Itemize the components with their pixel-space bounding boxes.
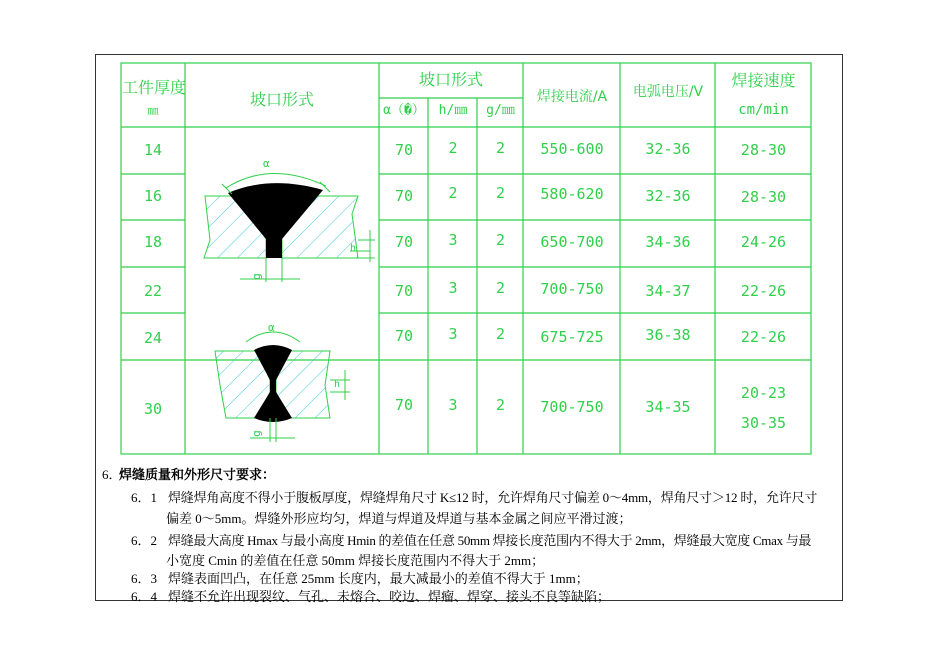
item-6-1-number: 6．1 [131, 490, 158, 505]
row5-g: 2 [495, 325, 506, 343]
diagram2-alpha-label: α [268, 321, 275, 334]
row6-thickness: 30 [143, 400, 163, 418]
item-6-2-number: 6．2 [131, 533, 158, 548]
row3-g: 2 [495, 231, 506, 249]
header-g: g/㎜ [486, 103, 515, 118]
row4-current: 700-750 [540, 280, 604, 298]
row3-alpha: 70 [394, 233, 414, 251]
row1-h: 2 [448, 139, 458, 157]
row2-alpha: 70 [394, 187, 414, 205]
header-groove-group: 坡口形式 [418, 70, 483, 89]
item-6-2-line1: 焊缝最大高度 Hmax 与最小高度 Hmin 的差值在任意 50mm 焊接长度范围内不得大于 2mm，焊缝最大宽度 Cmax 与最 [168, 533, 812, 548]
item-6-3-number: 6．3 [131, 571, 158, 586]
diagram1-h-label: h [350, 243, 357, 254]
section-title: 焊缝质量和外形尺寸要求： [119, 467, 276, 482]
row4-thickness: 22 [143, 282, 163, 300]
row1-thickness: 14 [143, 141, 163, 159]
row5-current: 675-725 [540, 328, 604, 346]
header-groove-form: 坡口形式 [249, 90, 314, 109]
row3-h: 3 [448, 231, 458, 249]
header-thickness: 工件厚度 [122, 78, 187, 97]
diagram2-g-label: g [249, 430, 263, 437]
header-speed-unit: cm/min [738, 102, 789, 118]
section-number: 6． [102, 467, 122, 482]
row2-current: 580-620 [540, 185, 604, 203]
item-6-4-number: 6．4 [131, 589, 158, 604]
row6-voltage: 34-35 [645, 398, 691, 416]
row2-speed: 28-30 [740, 188, 787, 206]
row3-voltage: 34-36 [645, 233, 691, 251]
row4-g: 2 [495, 279, 506, 297]
row1-voltage: 32-36 [645, 140, 691, 158]
row3-thickness: 18 [143, 233, 163, 251]
diagram1-alpha-label: α [263, 157, 270, 170]
diagram2-h-label: h [334, 379, 341, 390]
row4-speed: 22-26 [740, 282, 787, 300]
item-6-3-line1: 焊缝表面凹凸，在任意 25mm 长度内，最大减最小的差值不得大于 1mm； [168, 571, 589, 586]
row1-g: 2 [495, 139, 506, 157]
item-6-1-line2: 偏差 0～5mm。焊缝外形应均匀，焊道与焊道及焊道与基本金属之间应平滑过渡； [166, 511, 632, 526]
row1-speed: 28-30 [740, 141, 787, 159]
item-6-2-line2: 小宽度 Cmin 的差值在任意 50mm 焊接长度范围内不得大于 2mm； [166, 553, 545, 568]
row5-h: 3 [448, 325, 458, 343]
row3-speed: 24-26 [740, 233, 787, 251]
row6-speed: 20-23 [740, 384, 787, 402]
row2-g: 2 [495, 184, 506, 202]
row6-h: 3 [448, 396, 458, 414]
header-voltage: 电弧电压/V [632, 84, 704, 100]
row2-h: 2 [448, 184, 458, 202]
row1-current: 550-600 [540, 140, 604, 158]
item-6-4-line1: 焊缝不允许出现裂纹、气孔、未熔合、咬边、焊瘤、焊穿、接头不良等缺陷； [168, 589, 611, 604]
v-groove-diagram [204, 173, 375, 282]
row5-alpha: 70 [394, 327, 414, 345]
header-thickness-unit: ㎜ [147, 104, 159, 117]
row6-current: 700-750 [540, 398, 604, 416]
row6-alpha: 70 [394, 396, 414, 414]
row4-h: 3 [448, 279, 458, 297]
row5-thickness: 24 [143, 329, 163, 347]
item-6-1-line1: 焊缝焊角高度不得小于腹板厚度，焊缝焊角尺寸 K≤12 时，允许焊角尺寸偏差 0～4mm，焊角尺寸＞12 时，允许尺寸 [168, 490, 818, 505]
row6-g: 2 [495, 396, 506, 414]
x-groove-diagram [215, 332, 350, 442]
row4-voltage: 34-37 [645, 282, 691, 300]
row4-alpha: 70 [394, 282, 414, 300]
row1-alpha: 70 [394, 141, 414, 159]
header-h: h/㎜ [438, 103, 468, 118]
diagram1-g-label: g [249, 273, 263, 280]
row2-thickness: 16 [143, 187, 163, 205]
header-speed: 焊接速度 [731, 71, 796, 90]
row3-current: 650-700 [540, 233, 604, 251]
header-current: 焊接电流/A [536, 89, 608, 105]
row2-voltage: 32-36 [645, 187, 691, 205]
header-alpha: α（�） [383, 103, 425, 118]
row5-voltage: 36-38 [645, 326, 691, 344]
row5-speed: 22-26 [740, 328, 787, 346]
row6-speed-2: 30-35 [740, 414, 787, 432]
